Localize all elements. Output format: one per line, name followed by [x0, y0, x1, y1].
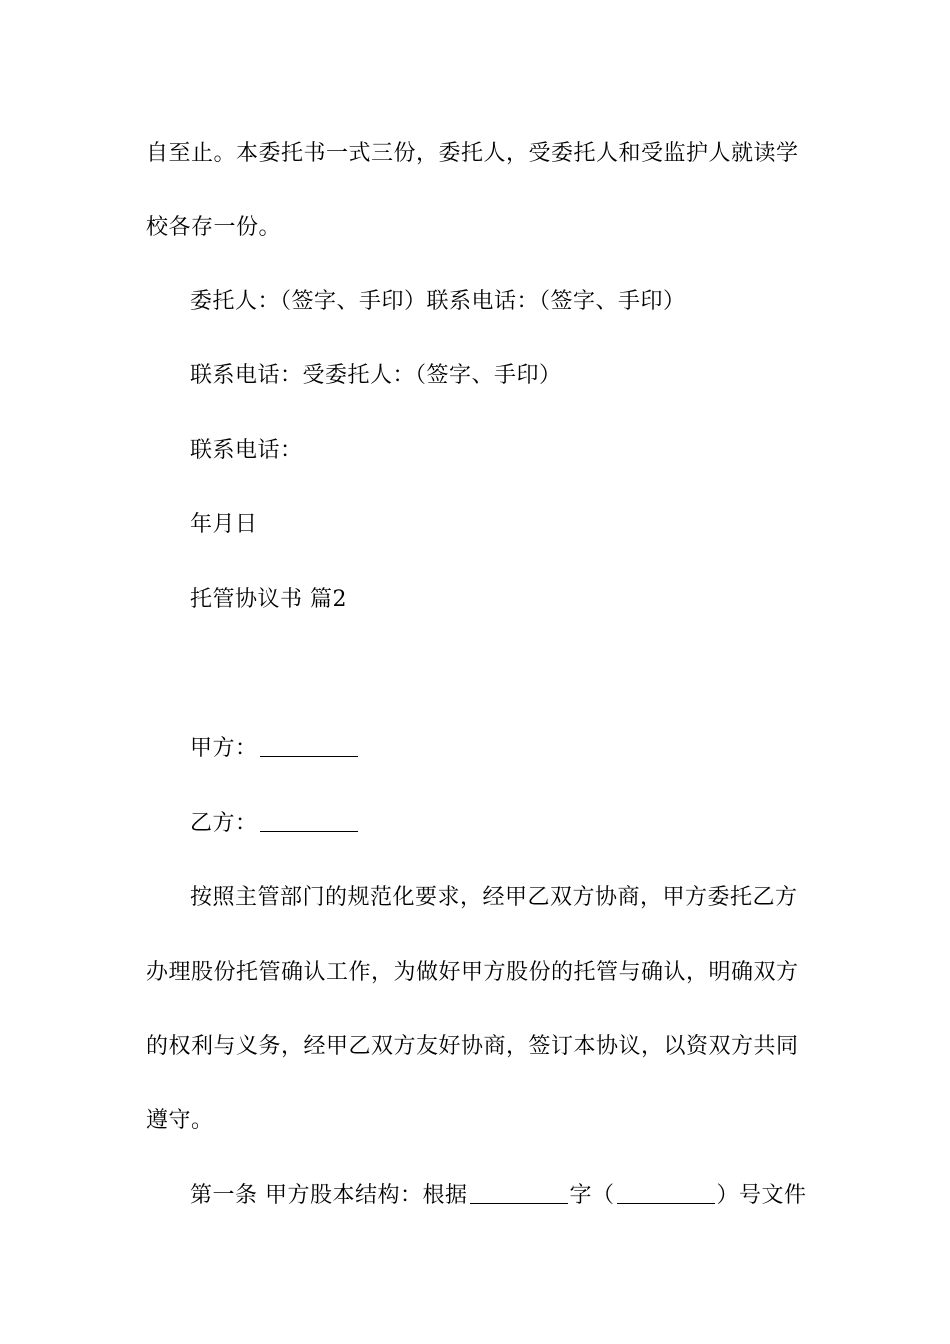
party-b-label: 乙方：: [190, 811, 258, 836]
paragraph-line: 的权利与义务，经甲乙双方友好协商，签订本协议，以资双方共同: [146, 1034, 799, 1059]
paragraph-line: 自至止。本委托书一式三份，委托人，受委托人和受监护人就读学: [146, 141, 799, 166]
party-a-blank[interactable]: [260, 736, 358, 757]
article-text: 字（: [569, 1183, 615, 1208]
article-text: ）号文件: [716, 1183, 807, 1208]
article-line: [190, 1181, 807, 1211]
signature-line: 联系电话：受委托人：（签字、手印）: [190, 363, 562, 388]
party-a-line: [190, 734, 360, 764]
signature-line: 联系电话：: [190, 438, 303, 463]
date-line: 年月日: [190, 512, 258, 537]
article-text: 第一条 甲方股本结构：根据: [190, 1183, 468, 1208]
paragraph-line: 遵守。: [146, 1108, 214, 1133]
paragraph-line: 办理股份托管确认工作，为做好甲方股份的托管与确认，明确双方: [146, 960, 799, 985]
document-id-blank[interactable]: [617, 1183, 715, 1204]
signature-line: 委托人：（签字、手印）联系电话：（签字、手印）: [190, 289, 686, 314]
party-b-line: [190, 809, 360, 839]
party-a-label: 甲方：: [190, 736, 258, 761]
document-number-blank[interactable]: [470, 1183, 568, 1204]
paragraph-line: 校各存一份。: [146, 215, 282, 240]
paragraph-line: 按照主管部门的规范化要求，经甲乙双方协商，甲方委托乙方: [190, 885, 798, 910]
section-title: 托管协议书 篇2: [190, 587, 347, 612]
party-b-blank[interactable]: [260, 811, 358, 832]
